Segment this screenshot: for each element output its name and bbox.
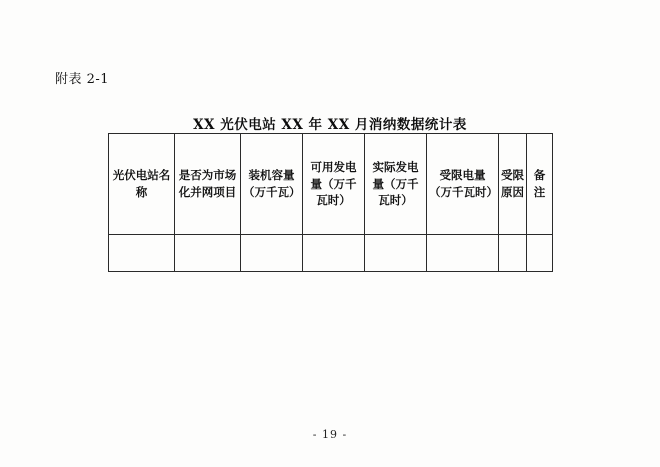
- table-header-cell: [365, 134, 427, 235]
- header-label-curtailment-reason: 受限原因: [501, 168, 524, 199]
- table-header-row: [109, 134, 553, 235]
- table-header-cell: [499, 134, 527, 235]
- table-cell-actual-generation[interactable]: [365, 235, 427, 272]
- header-label-curtailed-energy: 受限电量（万千瓦时）: [429, 168, 498, 199]
- table-header-cell: [241, 134, 303, 235]
- page-number: - 19 -: [312, 428, 348, 441]
- table-header-cell: [109, 134, 175, 235]
- header-label-remarks: 备注: [533, 168, 546, 199]
- table-cell-available-generation[interactable]: [303, 235, 365, 272]
- table-cell-curtailment-reason[interactable]: [499, 235, 527, 272]
- table-cell-curtailed-energy[interactable]: [427, 235, 499, 272]
- header-label-available-generation: 可用发电量（万千瓦时）: [310, 159, 357, 208]
- table-cell-installed-capacity[interactable]: [241, 235, 303, 272]
- header-label-station-name: 光伏电站名称: [112, 168, 171, 199]
- header-label-actual-generation: 实际发电量（万千瓦时）: [372, 159, 419, 208]
- table-header-cell: [303, 134, 365, 235]
- consumption-statistics-table: [108, 133, 553, 272]
- table-cell-market-grid-project[interactable]: [175, 235, 241, 272]
- appendix-label: 附表 2-1: [55, 72, 110, 87]
- table-row: [109, 235, 553, 272]
- table-cell-station-name[interactable]: [109, 235, 175, 272]
- header-label-market-grid-project: 是否为市场化并网项目: [178, 168, 237, 199]
- page-title: XX 光伏电站 XX 年 XX 月消纳数据统计表: [193, 117, 467, 133]
- table-header-cell: [175, 134, 241, 235]
- table-header-cell: [427, 134, 499, 235]
- table-header-cell: [527, 134, 553, 235]
- header-label-installed-capacity: 装机容量（万千瓦）: [243, 168, 301, 199]
- table-cell-remarks[interactable]: [527, 235, 553, 272]
